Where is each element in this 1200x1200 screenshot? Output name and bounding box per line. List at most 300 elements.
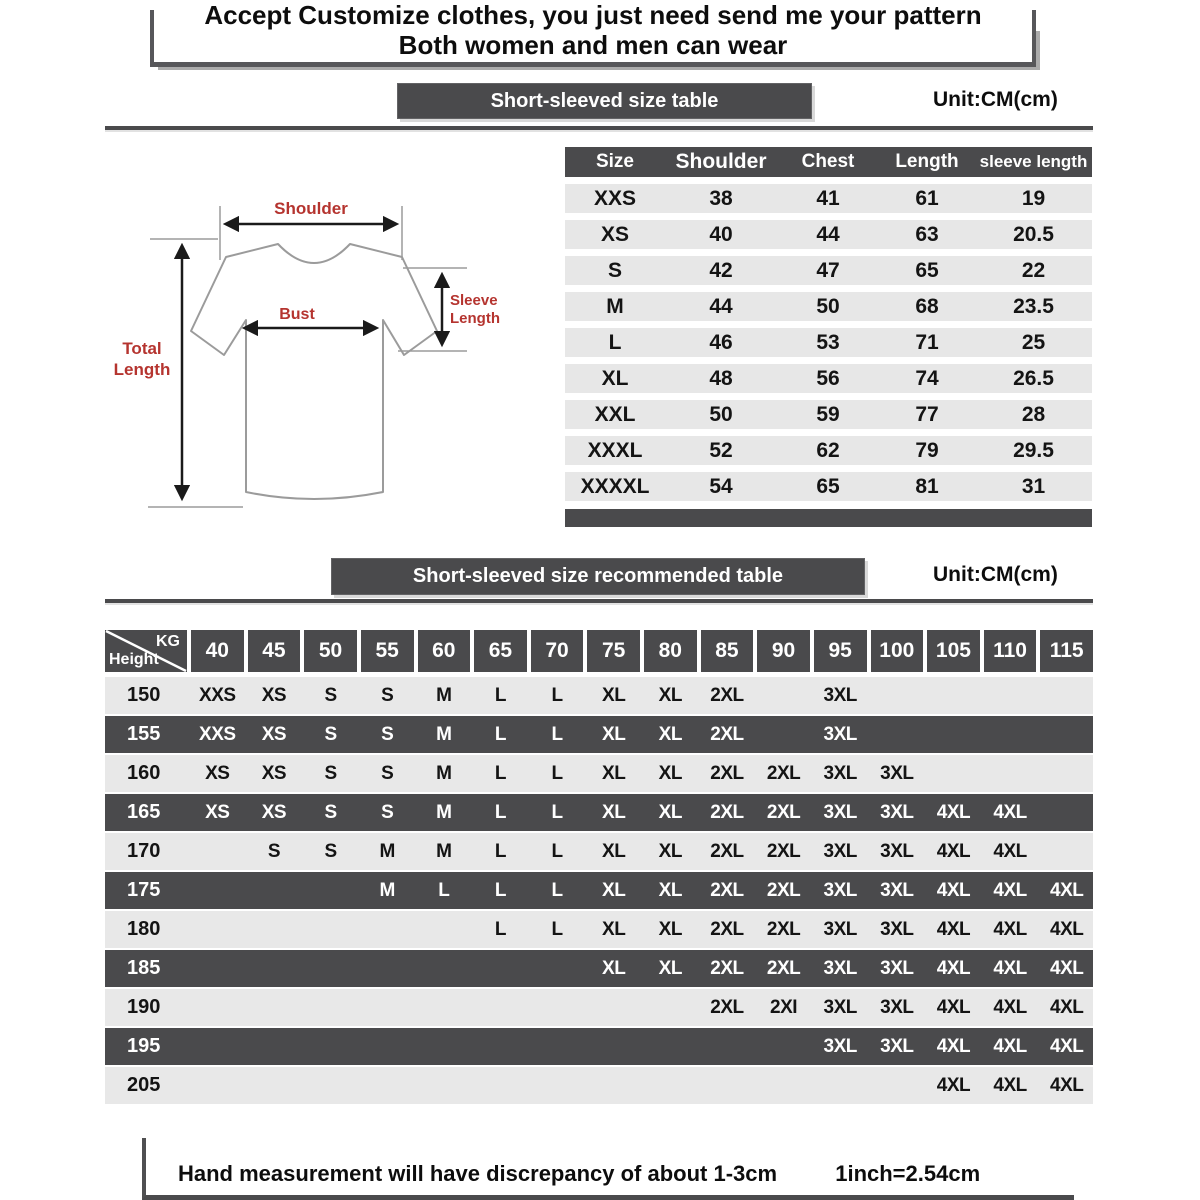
matrix-size-cell: 4XL [936, 880, 971, 901]
matrix-size-cell: 2XL [710, 958, 744, 979]
matrix-size-cell [418, 911, 471, 948]
size-table-cell-chest: 56 [816, 367, 840, 390]
matrix-size-cell [191, 872, 244, 909]
matrix-size-cell [304, 989, 357, 1026]
matrix-size-cell: M [436, 724, 452, 745]
matrix-size-cell [248, 911, 301, 948]
matrix-size-cell: 3XL [823, 685, 857, 706]
size-table-footer-bar [565, 509, 1092, 527]
matrix-size-cell: 4XL [993, 1036, 1027, 1057]
matrix-size-cell: 4XL [1050, 880, 1084, 901]
matrix-size-cell [304, 1028, 357, 1065]
size-table-cell-chest: 65 [816, 475, 840, 498]
matrix-size-cell [927, 755, 980, 792]
matrix-size-cell [757, 1067, 810, 1104]
matrix-size-cell [814, 1067, 867, 1104]
size-table-cell-size: M [606, 295, 624, 318]
matrix-size-cell: 4XL [936, 958, 971, 979]
matrix-size-cell [304, 872, 357, 909]
size-table-cell-length: 63 [915, 223, 939, 246]
matrix-row [105, 989, 1093, 1026]
size-table-row [565, 256, 1092, 285]
matrix-kg-header-cell: 65 [474, 630, 527, 672]
matrix-body [105, 677, 1093, 1104]
matrix-size-cell [418, 1067, 471, 1104]
size-table-cell-size: XXXXL [580, 475, 650, 498]
matrix-size-cell: 4XL [993, 841, 1027, 862]
matrix-size-cell: 4XL [1050, 958, 1084, 979]
size-table-cell-shoulder: 52 [709, 439, 733, 462]
matrix-row [105, 1028, 1093, 1065]
matrix-size-cell: XXS [199, 685, 236, 706]
matrix-size-cell [191, 950, 244, 987]
matrix-size-cell: L [551, 841, 563, 862]
matrix-size-cell: S [324, 841, 337, 862]
matrix-size-cell [418, 1028, 471, 1065]
size-table-cell-chest: 59 [816, 403, 840, 426]
matrix-corner-height-label: Height [109, 651, 159, 668]
matrix-size-cell [361, 1028, 414, 1065]
matrix-size-cell: M [436, 841, 452, 862]
matrix-row [105, 755, 1093, 792]
matrix-size-cell: 2XL [710, 997, 744, 1018]
matrix-kg-header-cell: 50 [304, 630, 357, 672]
matrix-size-cell: 3XL [823, 919, 857, 940]
matrix-size-cell [927, 677, 980, 714]
matrix-size-cell: 3XL [823, 1036, 857, 1057]
matrix-size-cell: 3XL [823, 997, 857, 1018]
matrix-size-cell [757, 677, 810, 714]
sleeve-label-line1: Sleeve [450, 292, 498, 309]
matrix-size-cell: S [267, 841, 281, 862]
size-table-cell-length: 71 [915, 331, 939, 354]
matrix-row [105, 911, 1093, 948]
matrix-row [105, 1067, 1093, 1104]
matrix-size-cell: XL [602, 958, 626, 979]
size-table [565, 147, 1092, 527]
matrix-size-cell: 3XL [823, 880, 857, 901]
size-table-cell-size: S [607, 259, 622, 282]
size-table-row [565, 328, 1092, 357]
matrix-size-cell: 2XL [710, 919, 744, 940]
section1-unit-label: Unit:CM(cm) [933, 88, 1058, 111]
matrix-size-cell [1040, 716, 1093, 753]
matrix-height-label: 175 [127, 879, 161, 901]
size-table-cell-size: L [608, 331, 622, 354]
size-table-row [565, 292, 1092, 321]
size-table-cell-sleeve: 22 [1021, 259, 1046, 282]
matrix-corner-cell [105, 630, 187, 672]
matrix-size-cell: 4XL [936, 841, 971, 862]
matrix-corner-kg-label: KG [156, 633, 180, 650]
matrix-kg-header-cell: 100 [871, 630, 924, 672]
matrix-size-cell: XL [658, 841, 682, 862]
matrix-size-cell: 2XL [710, 802, 744, 823]
matrix-size-cell [984, 755, 1037, 792]
matrix-kg-header-cell: 55 [361, 630, 414, 672]
matrix-size-cell [304, 950, 357, 987]
matrix-size-cell: 4XL [936, 997, 971, 1018]
matrix-size-cell: XS [205, 802, 230, 823]
header [150, 0, 1036, 60]
size-table-cell-size: XS [600, 223, 629, 246]
size-table-cell-chest: 62 [816, 439, 840, 462]
divider-line [105, 126, 1093, 132]
matrix-size-cell: 4XL [936, 1075, 971, 1096]
matrix-height-label: 195 [127, 1035, 161, 1057]
bust-label: Bust [279, 306, 315, 323]
footer-note-box [142, 1138, 1074, 1200]
matrix-size-cell: 3XL [880, 880, 914, 901]
matrix-size-cell [757, 1028, 810, 1065]
matrix-size-cell: L [551, 802, 563, 823]
size-table-cell-shoulder: 50 [709, 403, 733, 426]
size-table-cell-shoulder: 44 [709, 295, 733, 318]
matrix-size-cell: 2XL [710, 724, 744, 745]
size-table-cell-chest: 47 [816, 259, 840, 282]
matrix-size-cell [248, 1067, 301, 1104]
size-table-header-cell: sleeve length [979, 152, 1088, 171]
size-table-header-cell: Length [895, 151, 959, 172]
matrix-size-cell: M [436, 685, 452, 706]
size-table-cell-shoulder: 40 [709, 223, 733, 246]
matrix-size-cell: XL [602, 802, 626, 823]
size-table-row [565, 184, 1092, 213]
matrix-size-cell: XL [602, 841, 626, 862]
matrix-size-cell: 3XL [880, 841, 914, 862]
size-table-cell-length: 81 [915, 475, 939, 498]
matrix-size-cell [248, 1028, 301, 1065]
size-table-body [565, 184, 1092, 501]
matrix-size-cell: 3XL [823, 763, 857, 784]
matrix-size-cell: XL [658, 763, 682, 784]
matrix-size-cell [871, 1067, 924, 1104]
matrix-size-cell: XS [261, 724, 287, 745]
size-table-row [565, 436, 1092, 465]
matrix-size-cell: L [551, 880, 563, 901]
matrix-size-cell: L [494, 802, 506, 823]
sleeve-label-line2: Length [450, 310, 500, 327]
matrix-size-cell: S [324, 802, 337, 823]
matrix-size-cell [361, 911, 414, 948]
matrix-size-cell: XS [261, 685, 287, 706]
size-table-cell-sleeve: 26.5 [1013, 367, 1054, 390]
matrix-size-cell: 3XL [823, 841, 857, 862]
matrix-kg-header-cell: 110 [984, 630, 1037, 672]
matrix-size-cell: XS [205, 763, 230, 784]
matrix-size-cell: L [494, 724, 506, 745]
size-table-cell-shoulder: 54 [709, 475, 733, 498]
matrix-size-cell [361, 989, 414, 1026]
matrix-size-cell: 3XL [880, 919, 914, 940]
size-table-cell-length: 74 [915, 367, 939, 390]
matrix-size-cell [1040, 833, 1093, 870]
size-table-cell-length: 79 [915, 439, 939, 462]
matrix-size-cell: S [381, 724, 394, 745]
matrix-size-cell: 3XL [823, 958, 857, 979]
matrix-size-cell [701, 1067, 754, 1104]
matrix-kg-header-cell: 45 [248, 630, 301, 672]
matrix-size-cell: 4XL [993, 997, 1027, 1018]
matrix-size-cell [701, 1028, 754, 1065]
matrix-size-cell: 4XL [1050, 919, 1084, 940]
matrix-size-cell: 3XL [880, 1036, 914, 1057]
matrix-size-cell: 4XL [1050, 1075, 1084, 1096]
size-table-cell-length: 68 [915, 295, 939, 318]
matrix-row [105, 950, 1093, 987]
matrix-size-cell [418, 989, 471, 1026]
matrix-size-cell [474, 950, 527, 987]
size-table-cell-size: XL [601, 367, 629, 390]
size-table-row [565, 364, 1092, 393]
matrix-size-cell [644, 1028, 697, 1065]
matrix-size-cell: M [379, 880, 395, 901]
matrix-size-cell: XL [658, 919, 682, 940]
size-table-cell-sleeve: 29.5 [1013, 439, 1054, 462]
matrix-kg-header-cell: 70 [531, 630, 584, 672]
matrix-size-cell [304, 1067, 357, 1104]
matrix-kg-header-cell: 40 [191, 630, 244, 672]
matrix-size-cell [418, 950, 471, 987]
matrix-size-cell: 4XL [1050, 997, 1084, 1018]
matrix-height-label: 150 [127, 684, 161, 706]
size-table-header [565, 147, 1092, 177]
matrix-size-cell [191, 1028, 244, 1065]
matrix-size-cell [531, 989, 584, 1026]
matrix-kg-header-cell: 90 [757, 630, 810, 672]
matrix-size-cell [361, 950, 414, 987]
matrix-size-cell: 3XL [823, 802, 857, 823]
tshirt-outline [191, 244, 437, 499]
matrix-size-cell: 4XL [993, 880, 1027, 901]
matrix-row [105, 872, 1093, 909]
matrix-size-cell: 2XI [770, 997, 798, 1018]
size-table-cell-sleeve: 19 [1021, 187, 1046, 210]
matrix-size-cell: L [551, 919, 563, 940]
size-table-cell-chest: 44 [816, 223, 840, 246]
matrix-kg-header-cell: 115 [1040, 630, 1093, 672]
matrix-height-label: 180 [127, 918, 161, 940]
size-table-cell-size: XXL [594, 403, 636, 426]
matrix-size-cell: L [494, 841, 506, 862]
matrix-height-label: 155 [127, 723, 161, 745]
matrix-size-cell: 3XL [880, 763, 914, 784]
size-table-cell-shoulder: 38 [709, 187, 733, 210]
footer-text [178, 1161, 980, 1187]
size-table-header-cell: Shoulder [675, 150, 767, 173]
matrix-size-cell [531, 950, 584, 987]
matrix-size-cell: M [379, 841, 395, 862]
measurement-note: Hand measurement will have discrepancy of about 1-3cm [178, 1161, 778, 1186]
matrix-size-cell: 3XL [880, 802, 914, 823]
size-table-cell-sleeve: 23.5 [1013, 295, 1054, 318]
matrix-size-cell [474, 989, 527, 1026]
matrix-size-cell: 4XL [936, 802, 971, 823]
matrix-size-cell [474, 1028, 527, 1065]
total-label-line1: Total [122, 339, 162, 358]
size-table-cell-sleeve: 25 [1021, 331, 1046, 354]
matrix-size-cell: XL [658, 802, 682, 823]
matrix-size-cell: L [494, 880, 506, 901]
section1-banner: Short-sleeved size table [397, 83, 812, 119]
matrix-size-cell: 2XL [766, 919, 801, 940]
matrix-size-cell [871, 716, 924, 753]
matrix-size-cell: XS [261, 802, 287, 823]
matrix-size-cell: S [324, 685, 337, 706]
matrix-height-label: 190 [127, 996, 161, 1018]
matrix-kg-header-cell: 85 [701, 630, 754, 672]
matrix-height-label: 205 [127, 1074, 161, 1096]
matrix-size-cell: S [381, 685, 394, 706]
matrix-size-cell: XL [602, 880, 626, 901]
matrix-size-cell: XL [658, 880, 682, 901]
matrix-row [105, 794, 1093, 831]
section2-unit-label: Unit:CM(cm) [933, 563, 1058, 586]
matrix-size-cell [757, 716, 810, 753]
matrix-size-cell: S [381, 802, 394, 823]
matrix-size-cell: 3XL [880, 997, 914, 1018]
matrix-size-cell: S [324, 763, 337, 784]
size-table-cell-shoulder: 46 [709, 331, 733, 354]
matrix-size-cell [1040, 677, 1093, 714]
size-table-cell-shoulder: 48 [709, 367, 733, 390]
matrix-size-cell: 2XL [766, 880, 801, 901]
matrix-size-cell: 2XL [766, 763, 801, 784]
matrix-size-cell [587, 1028, 640, 1065]
matrix-size-cell: 4XL [936, 1036, 971, 1057]
matrix-size-cell [644, 1067, 697, 1104]
matrix-row [105, 677, 1093, 714]
matrix-size-cell [644, 989, 697, 1026]
matrix-size-cell: 4XL [993, 958, 1027, 979]
size-table-cell-length: 77 [915, 403, 939, 426]
matrix-size-cell: 2XL [766, 841, 801, 862]
matrix-size-cell: 3XL [823, 724, 857, 745]
matrix-size-cell [304, 911, 357, 948]
matrix-size-cell [191, 911, 244, 948]
matrix-size-cell [927, 716, 980, 753]
matrix-size-cell: L [551, 763, 563, 784]
matrix-size-cell: XL [602, 763, 626, 784]
matrix-size-cell: 2XL [766, 958, 801, 979]
matrix-size-cell: 4XL [993, 919, 1027, 940]
total-label-line2: Length [113, 360, 171, 379]
size-table-row [565, 472, 1092, 501]
matrix-size-cell [248, 989, 301, 1026]
matrix-size-cell [191, 989, 244, 1026]
size-table-header-cell: Size [595, 151, 635, 172]
inch-conversion: 1inch=2.54cm [835, 1161, 981, 1186]
matrix-height-label: 165 [127, 801, 161, 823]
matrix-size-cell: 4XL [1050, 1036, 1084, 1057]
matrix-size-cell [191, 1067, 244, 1104]
matrix-size-cell: L [551, 685, 563, 706]
matrix-size-cell: 4XL [993, 1075, 1027, 1096]
matrix-size-cell [474, 1067, 527, 1104]
matrix-size-cell: XL [602, 685, 626, 706]
matrix-size-cell [361, 1067, 414, 1104]
matrix-size-cell: XL [658, 685, 682, 706]
matrix-size-cell [984, 677, 1037, 714]
size-table-cell-sleeve: 20.5 [1013, 223, 1054, 246]
matrix-size-cell: L [551, 724, 563, 745]
matrix-size-cell: L [494, 919, 506, 940]
size-table-cell-chest: 53 [816, 331, 840, 354]
size-recommendation-matrix [105, 630, 1093, 1104]
matrix-height-label: 160 [127, 762, 161, 784]
matrix-size-cell: XS [261, 763, 287, 784]
matrix-size-cell: 4XL [993, 802, 1027, 823]
header-line1: Accept Customize clothes, you just need send me your pattern [204, 0, 982, 30]
matrix-size-cell: XL [602, 919, 626, 940]
size-table-cell-chest: 50 [816, 295, 840, 318]
matrix-size-cell [248, 872, 301, 909]
tshirt-measurement-diagram [95, 148, 525, 540]
matrix-size-cell: 2XL [710, 685, 744, 706]
matrix-size-cell: 3XL [880, 958, 914, 979]
matrix-size-cell: S [381, 763, 394, 784]
size-table-cell-sleeve: 31 [1021, 475, 1046, 498]
matrix-size-cell [587, 1067, 640, 1104]
size-table-cell-sleeve: 28 [1021, 403, 1046, 426]
matrix-size-cell: S [324, 724, 337, 745]
matrix-size-cell: XL [658, 958, 682, 979]
matrix-kg-header-cell: 75 [587, 630, 640, 672]
matrix-size-cell: XL [658, 724, 682, 745]
matrix-size-cell [248, 950, 301, 987]
matrix-header-row [105, 630, 1093, 672]
shoulder-label: Shoulder [274, 199, 348, 218]
size-table-cell-length: 61 [915, 187, 939, 210]
matrix-kg-header-cell: 95 [814, 630, 867, 672]
divider-line [105, 599, 1093, 605]
size-table-cell-shoulder: 42 [709, 259, 733, 282]
matrix-size-cell: L [494, 685, 506, 706]
matrix-size-cell: M [436, 802, 452, 823]
section2-banner: Short-sleeved size recommended table [331, 558, 865, 595]
matrix-size-cell [191, 833, 244, 870]
matrix-height-label: 185 [127, 957, 161, 979]
matrix-size-cell [587, 989, 640, 1026]
size-table-cell-size: XXS [593, 187, 637, 210]
matrix-size-cell: 2XL [710, 763, 744, 784]
size-table-header-cell: Chest [801, 151, 855, 172]
matrix-kg-header-cell: 80 [644, 630, 697, 672]
matrix-size-cell [531, 1067, 584, 1104]
size-table-row [565, 400, 1092, 429]
matrix-size-cell: 2XL [766, 802, 801, 823]
matrix-kg-header-cell: 60 [418, 630, 471, 672]
size-table-row [565, 220, 1092, 249]
matrix-size-cell [1040, 794, 1093, 831]
matrix-size-cell: M [436, 763, 452, 784]
matrix-size-cell: 2XL [710, 880, 744, 901]
matrix-size-cell [984, 716, 1037, 753]
matrix-size-cell: 4XL [936, 919, 971, 940]
matrix-size-cell [531, 1028, 584, 1065]
matrix-row [105, 716, 1093, 753]
matrix-size-cell: L [438, 880, 450, 901]
matrix-size-cell [871, 677, 924, 714]
size-table-cell-chest: 41 [816, 187, 840, 210]
matrix-size-cell [1040, 755, 1093, 792]
matrix-size-cell: XL [602, 724, 626, 745]
matrix-row [105, 833, 1093, 870]
matrix-size-cell: 2XL [710, 841, 744, 862]
size-table-cell-size: XXXL [587, 439, 643, 462]
size-table-cell-length: 65 [915, 259, 939, 282]
matrix-height-label: 170 [127, 840, 161, 862]
